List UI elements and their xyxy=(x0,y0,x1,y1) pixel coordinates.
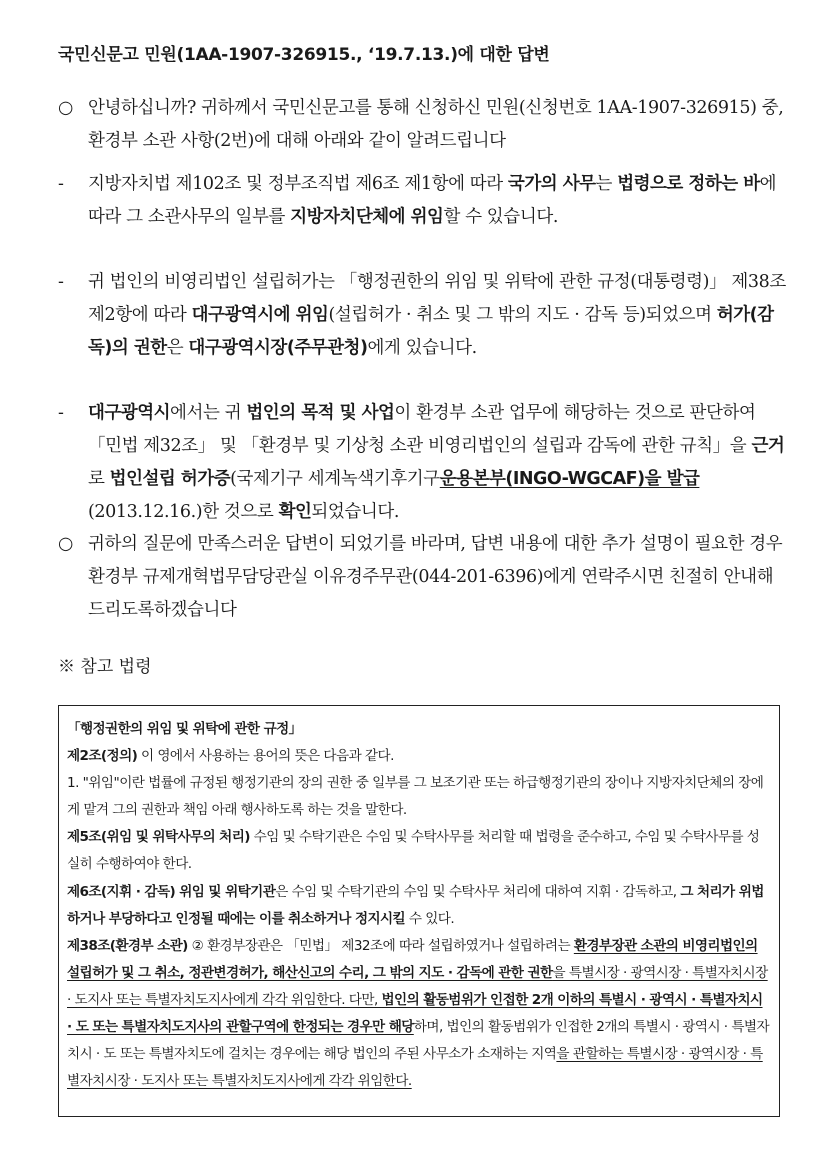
text: 에게 있습니다. xyxy=(367,338,477,358)
article-title: 제6조(지휘 · 감독) 위임 및 위탁기관 xyxy=(67,883,276,900)
text: 할 수 있습니다. xyxy=(443,207,558,227)
article-6 xyxy=(67,879,771,933)
text: (국제기구 세계녹색기후기구 xyxy=(230,469,440,489)
bullet-dash: - xyxy=(58,174,64,194)
text: 는 xyxy=(595,174,618,194)
text: 지방자치법 제102조 및 정부조직법 제6조 제1항에 따라 xyxy=(88,174,508,194)
article-2 xyxy=(67,743,771,770)
article-title: 제2조(정의) xyxy=(67,748,138,765)
text: 로 xyxy=(88,469,110,489)
bold-text: 근거 xyxy=(751,436,785,456)
text: 귀 법인의 비영리법인 설립허가는 「행정권한의 위임 및 위탁에 관한 규정(대통령령)」 제38조 제2항에 따라 xyxy=(88,272,786,325)
document-title: 국민신문고 민원(1AA-1907-326915., ‘19.7.13.)에 대한 답변 xyxy=(58,45,550,65)
text: 에 따라 그 소관사무의 일부를 xyxy=(88,174,777,227)
text: 수임 및 수탁기관은 수임 및 수탁사무를 처리할 때 법령을 준수하고, 수임 및 수탁사무를 성실히 수행하여야 한다. xyxy=(67,829,760,873)
paragraph-permit-issued xyxy=(58,397,788,529)
underlined-text: 을 관할하는 특별시장 · 광역시장 · 특별자치시장 · 도지사 또는 특별자치도지사에게 각각 위임한다. xyxy=(67,1046,763,1090)
bullet-circle: ○ xyxy=(58,98,73,118)
underlined-bold-text: 환경부장관 소관의 비영리법인의 설립허가 및 그 취소, 정관변경허가, 해산신고의 수리, 그 밖의 지도 · 감독에 관한 권한 xyxy=(67,937,758,981)
bold-text: 대구광역시에 위임 xyxy=(191,305,329,325)
bold-text: 법인설립 허가증 xyxy=(109,469,231,489)
article-2-item: 1. "위임"이란 법률에 규정된 행정기관의 장의 권한 중 일부를 그 보조기관 또는 하급행정기관의 장이나 지방자치단체의 장에게 맡겨 그의 권한과 책임 아래 행사하도록 하는 것을 말한다. xyxy=(67,775,764,819)
text: (설립허가 · 취소 및 그 밖의 지도 · 감독 등)되었으며 xyxy=(328,305,717,325)
text: 수 있다. xyxy=(405,910,455,927)
text: 이 환경부 소관 업무에 해당하는 것으로 판단하여 「민법 제32조」 및 「환경부 및 기상청 소관 비영리법인의 설립과 감독에 관한 규칙」을 xyxy=(88,403,756,456)
article-38 xyxy=(67,933,771,1096)
bold-text: 그 처리가 위법하거나 부당하다고 인정될 때에는 이를 취소하거나 정지시킬 xyxy=(67,883,764,927)
text: 은 수임 및 수탁기관의 수임 및 수탁사무 처리에 대하여 지휘 · 감독하고, xyxy=(275,883,681,900)
bullet-dash: - xyxy=(58,403,64,423)
bold-text: 대구광역시 xyxy=(88,403,171,423)
underlined-bold-text: 운용본부(INGO-WGCAF)을 발급 xyxy=(439,469,700,489)
text: 하며, 법인의 활동범위가 인접한 2개의 특별시 · 광역시 · 특별자치시 · 도 또는 특별자치도에 걸치는 경우에는 해당 법인의 주된 사무소가 소재하는 지역 xyxy=(67,1019,770,1063)
greeting-text: 안녕하십니까? 귀하께서 국민신문고를 통해 신청하신 민원(신청번호 1AA-1907-326915) 중, 환경부 소관 사항(2번)에 대해 아래와 같이 알려드립니다 xyxy=(88,98,784,151)
bold-text: 법령으로 정하는 바 xyxy=(617,174,760,194)
paragraph-delegation-law xyxy=(58,168,788,234)
paragraph-daegu-delegation xyxy=(58,266,788,365)
underlined-bold-text: 법인의 활동범위가 인접한 2개 이하의 특별시 · 광역시 · 특별자치시 · 도 또는 특별자치도지사의 관할구역에 한정되는 경우만 해당 xyxy=(67,991,763,1036)
text: ② 환경부장관은 「민법」 제32조에 따라 설립하였거나 설립하려는 xyxy=(187,937,574,954)
paragraph-greeting xyxy=(58,92,788,158)
text: 되었습니다. xyxy=(311,502,400,522)
bold-text: 지방자치단체에 위임 xyxy=(290,207,444,227)
text: 은 xyxy=(166,338,189,358)
underlined-text: 을 특별시장 · 광역시장 · 특별자치시장 · 도지사 또는 특별자치도지사에게 각각 위임한다. 다만, xyxy=(67,964,768,1008)
text: (2013.12.16.)한 것으로 xyxy=(88,502,279,522)
bold-text: 법인의 목적 및 사업 xyxy=(246,403,395,423)
article-5 xyxy=(67,824,771,878)
text: 에서는 귀 xyxy=(170,403,247,423)
bold-text: 확인 xyxy=(278,502,312,522)
paragraph-contact xyxy=(58,528,788,627)
bold-text: 허가(감독)의 권한 xyxy=(88,305,774,358)
law-reference-box xyxy=(58,705,780,1117)
bold-text: 대구광역시장(주무관청) xyxy=(188,338,368,358)
law-heading: 「행정권한의 위임 및 위탁에 관한 규정」 xyxy=(67,721,302,737)
article-title: 제5조(위임 및 위탁사무의 처리) xyxy=(67,829,250,846)
contact-text: 귀하의 질문에 만족스러운 답변이 되었기를 바라며, 답변 내용에 대한 추가 설명이 필요한 경우 환경부 규제개혁법무담당관실 이유경주무관(044-201-6396)에게 연락주시면 친절히 안내해 드리도록하겠습니다 xyxy=(88,534,783,620)
bullet-circle: ○ xyxy=(58,534,73,554)
text: 이 영에서 사용하는 용어의 뜻은 다음과 같다. xyxy=(137,748,394,765)
article-title: 제38조(환경부 소관) xyxy=(67,937,188,954)
reference-heading: ※ 참고 법령 xyxy=(58,657,152,677)
bullet-dash: - xyxy=(58,272,64,292)
bold-text: 국가의 사무 xyxy=(507,174,596,194)
